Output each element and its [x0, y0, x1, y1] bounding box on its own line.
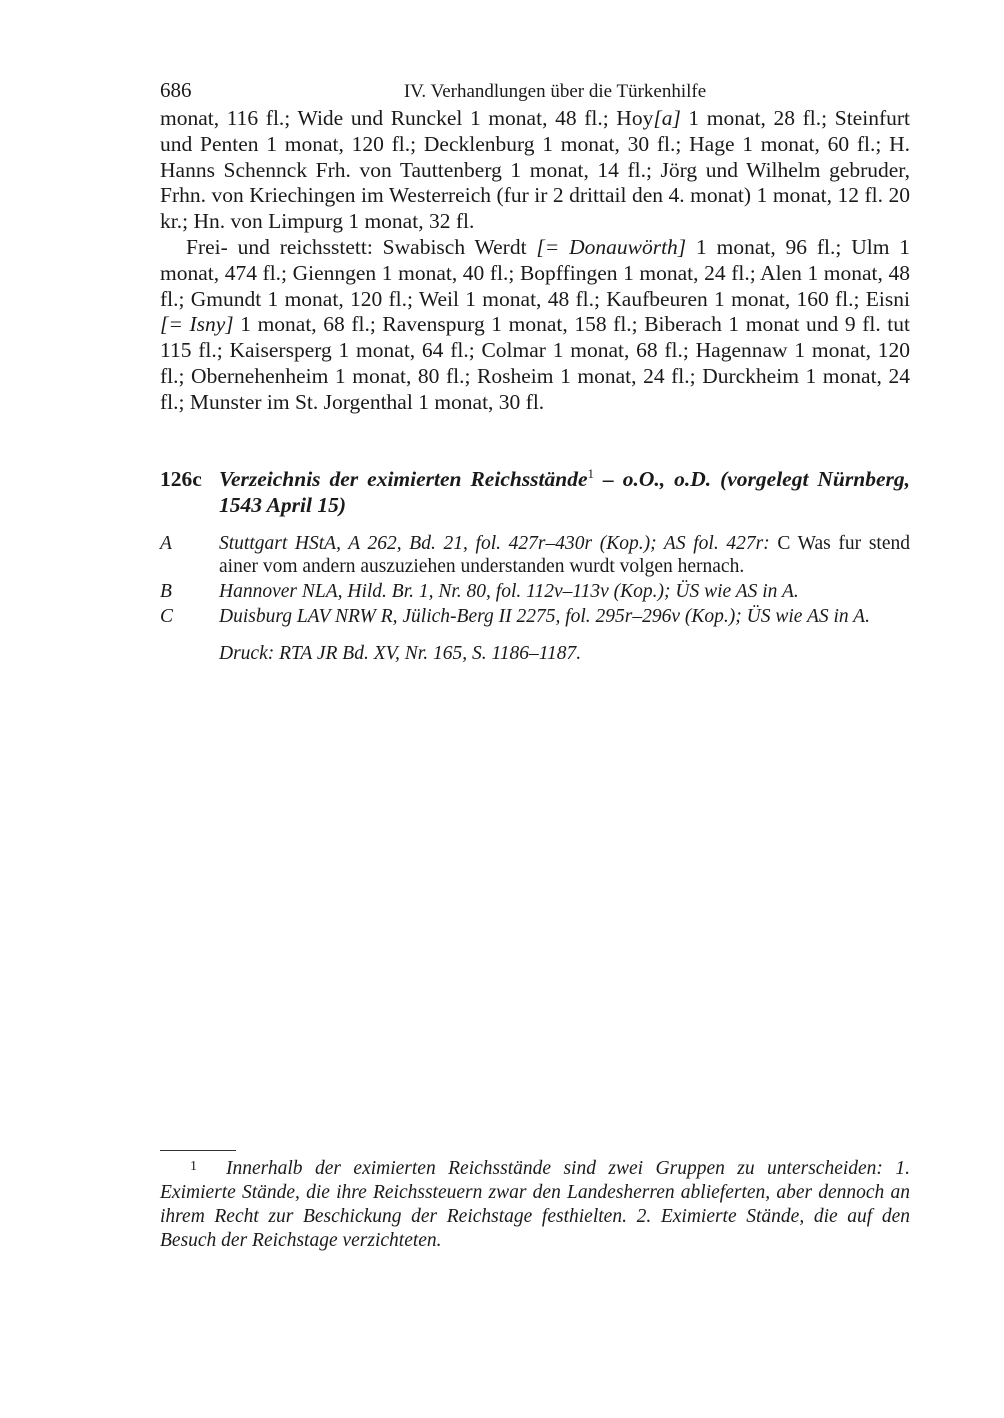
paragraph-text: 1 monat, 28 fl.; Steinfurt und Penten 1 monat, 120 fl.; Decklenburg 1 monat, 30 fl.; Hage 1 monat, 60 fl.; H. Hanns Schennck Frh. von Tauttenberg 1 monat, 14 fl.; Jörg und Wilhelm gebruder, Frhn. von Kriechingen im Westerreich (fur ir 2 drittail den 4. monat) 1 monat, 12 fl. 20 kr.; Hn. von Limpurg 1 monat, 32 fl. — [160, 106, 910, 234]
document-title — [219, 466, 910, 518]
paragraph-text: 1 monat, 96 fl.; Ulm 1 monat, 474 fl.; Gienngen 1 monat, 40 fl.; Bopffingen 1 monat, 24 fl.; Alen 1 monat, 48 fl.; Gmundt 1 monat, 120 fl.; Weil 1 monat, 48 fl.; Kaufbeuren 1 monat, 160 fl.; Eisni — [160, 234, 910, 311]
source-citation: Stuttgart HStA, A 262, Bd. 21, fol. 427r–430r (Kop.); AS fol. 427r: — [219, 532, 770, 554]
paragraph-free-cities — [160, 235, 910, 416]
source-list — [160, 532, 910, 665]
source-citation: Hannover NLA, Hild. Br. 1, Nr. 80, fol. 112v–113v (Kop.); ÜS wie AS in A. — [219, 580, 799, 602]
editorial-note: [= Donauwörth] — [536, 234, 687, 259]
source-entry — [160, 605, 910, 628]
document-title-rest: – o.O., o.D. (vorgelegt Nürnberg, 1543 April 15) — [219, 466, 910, 517]
source-annotation: C Was fur stend ainer vom andern auszuziehen understanden wurdt volgen hernach. — [219, 532, 910, 577]
source-entry — [160, 532, 910, 578]
source-siglum: A — [160, 532, 172, 554]
running-title: IV. Verhandlungen über die Türkenhilfe — [403, 81, 707, 102]
page-content — [160, 78, 910, 665]
footnote-reference[interactable]: 1 — [587, 465, 595, 481]
paragraph-counts-lords — [160, 106, 910, 235]
document-heading — [160, 466, 910, 518]
document-title-main: Verzeichnis der eximierten Reichsstände — [219, 466, 588, 491]
page-header — [160, 78, 910, 106]
page-number: 686 — [160, 78, 192, 102]
print-reference: Druck: RTA JR Bd. XV, Nr. 165, S. 1186–1187. — [219, 642, 582, 664]
footnotes — [160, 1150, 910, 1253]
paragraph-text: 1 monat, 68 fl.; Ravenspurg 1 monat, 158 fl.; Biberach 1 monat und 9 fl. tut 115 fl.; Kaisersperg 1 monat, 64 fl.; Colmar 1 monat, 68 fl.; Hagennaw 1 monat, 120 fl.; Obernehenheim 1 monat, 80 fl.; Rosheim 1 monat, 24 fl.; Durckheim 1 monat, 24 fl.; Munster im St. Jorgenthal 1 monat, 30 fl. — [160, 312, 911, 414]
source-siglum: C — [160, 605, 174, 627]
source-siglum: B — [160, 580, 172, 602]
source-entry — [160, 580, 910, 603]
paragraph-text: monat, 116 fl.; Wide und Runckel 1 monat, 48 fl.; Hoy — [160, 106, 654, 130]
footnote-divider — [160, 1150, 236, 1151]
paragraph-text: Frei- und reichsstett: Swabisch Werdt — [186, 234, 537, 259]
source-citation: Duisburg LAV NRW R, Jülich-Berg II 2275, fol. 295r–296v (Kop.); ÜS wie AS in A. — [219, 605, 870, 627]
editorial-note: [a] — [653, 106, 681, 130]
document-number: 126c — [160, 466, 202, 491]
footnote-text: Innerhalb der eximierten Reichsstände sind zwei Gruppen zu unterscheiden: 1. Eximierte Stände, die ihre Reichssteuern zwar den Landesherren ablieferten, aber dennoch an ihrem Recht zur Beschickung der Reichstage festhielten. 2. Eximierte Stände, die auf den Besuch der Reichstage verzichteten. — [160, 1158, 910, 1251]
footnote-number: 1 — [190, 1159, 197, 1174]
editorial-note: [= Isny] — [160, 312, 234, 337]
footnote-1 — [160, 1155, 910, 1253]
